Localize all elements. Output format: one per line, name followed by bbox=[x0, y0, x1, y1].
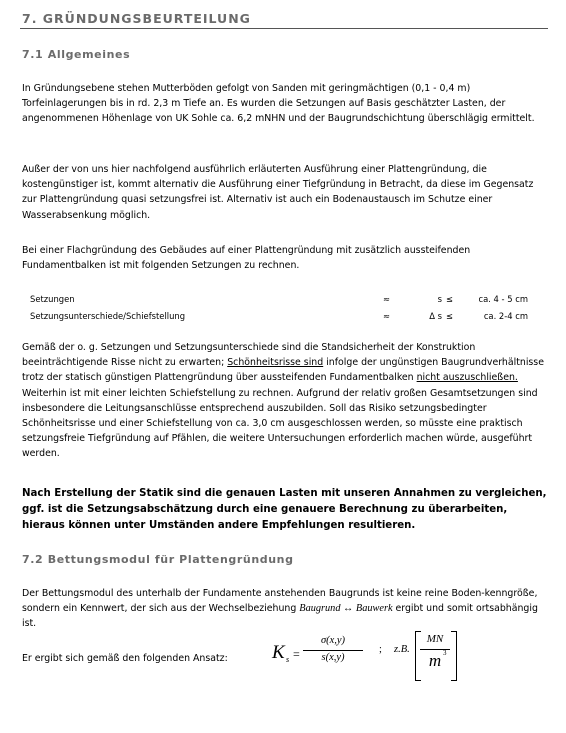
settlement-value: ca. 2-4 cm bbox=[483, 311, 528, 321]
underlined-text: Schönheitsrisse sind bbox=[227, 357, 324, 369]
settlement-row bbox=[30, 311, 530, 325]
settlement-label: Setzungen bbox=[30, 294, 75, 304]
paragraph-statics-note: Nach Erstellung der Statik sind die genauen Lasten mit unseren Annahmen zu vergleichen, ggf. ist die Setzungsabschätzung durch eine genauere Berechnung zu überarbeiten, hieraus können unter Umständen andere Empfehlungen resultieren. bbox=[22, 488, 547, 532]
paragraph-subgrade-modulus bbox=[22, 586, 548, 632]
settlement-symbol: s bbox=[437, 294, 442, 304]
text-run: Der Bettungsmodul des unterhalb der Fundamente anstehenden Baugrunds ist keine reine Boden-kenngröße, sondern ein Kennwert, der sich aus der Wechselbeziehung bbox=[22, 588, 538, 615]
formula-subscript: s bbox=[286, 655, 290, 664]
underlined-text: nicht auszuschließen. bbox=[416, 372, 518, 384]
text-run: Weiterhin ist mit einer leichten Schiefstellung zu rechnen. Aufgrund der relativ großen Gesamtsetzungen sind insbesondere die Leitungsanschlüsse entsprechend auszubilden. Soll das Risiko setzungsbedingter Schönheitsrisse und einer Schiefstellung von ca. 3,0 cm ausgeschlossen werden, so müsste eine praktisch setzungsfreie Tiefgründung auf Pfählen, die weitere Untersuchungen erforderlich machen würde, ausgeführt werden. bbox=[22, 387, 538, 460]
text-run: ergibt und somit ortsabhängig ist. bbox=[22, 603, 538, 630]
text-run: Gemäß der o. g. Setzungen und Setzungsunterschiede sind die Standsicherheit der Konstruktion beeinträchtigende Risse nicht zu erwarten; bbox=[22, 342, 476, 369]
leq-symbol: ≤ bbox=[446, 294, 454, 304]
settlement-symbol: Δ s bbox=[429, 311, 442, 321]
subsection-heading-allgemeines: 7.1 Allgemeines bbox=[22, 48, 131, 61]
formula-row bbox=[22, 633, 542, 679]
paragraph-alternatives: Außer der von uns hier nachfolgend ausführlich erläuterten Ausführung einer Plattengründung, die kostengünstiger ist, kommt alternativ die Ausführung einer Tiefgründung in Betracht, da diese im Gegensatz zur Plattengründung quasi setzungsfrei ist. Alternativ ist auch ein Bodenaustausch im Schutze einer Wasserabsenkung möglich. bbox=[22, 164, 534, 221]
formula-example-label: z.B. bbox=[394, 644, 410, 655]
fraction-bar bbox=[303, 650, 363, 651]
heading-rule bbox=[20, 28, 548, 29]
approx-symbol: ≈ bbox=[383, 311, 391, 321]
unit-numerator: MN bbox=[426, 633, 444, 645]
settlement-value: ca. 4 - 5 cm bbox=[478, 294, 528, 304]
section-heading: 7. GRÜNDUNGSBEURTEILUNG bbox=[22, 11, 251, 26]
formula-separator: ; bbox=[379, 644, 382, 655]
formula-denominator: s(x,y) bbox=[321, 652, 345, 663]
settlement-row bbox=[30, 294, 530, 308]
subsection-heading-bettungsmodul: 7.2 Bettungsmodul für Plattengründung bbox=[22, 553, 294, 566]
paragraph-ground-conditions: In Gründungsebene stehen Mutterböden gefolgt von Sanden mit geringmächtigen (0,1 - 0,4 m) Torfeinlagerungen bis in rd. 2,3 m Tiefe an. Es wurden die Setzungen auf Basis geschätzter Lasten, der angenommenen Höhenlage von UK Sohle ca. 6,2 mNHN und der Baugrundschichtung überschlägig ermittelt. bbox=[22, 83, 535, 125]
formula-equals: = bbox=[293, 647, 300, 661]
leq-symbol: ≤ bbox=[446, 311, 454, 321]
paragraph-cracks bbox=[22, 340, 548, 462]
formula-numerator: σ(x,y) bbox=[320, 635, 346, 646]
unit-exponent: 3 bbox=[443, 649, 447, 657]
paragraph-flat-foundation: Bei einer Flachgründung des Gebäudes auf einer Plattengründung mit zusätzlich aussteifenden Fundamentbalken ist mit folgenden Setzungen zu rechnen. bbox=[22, 245, 471, 272]
text-run: infolge der ungünstigen Baugrundverhältnisse trotz der statisch günstigen Plattengründung über aussteifenden Fundamentbalken bbox=[22, 357, 544, 384]
formula-lead-text: Er ergibt sich gemäß den folgenden Ansatz: bbox=[22, 653, 228, 664]
settlement-label: Setzungsunterschiede/Schiefstellung bbox=[30, 311, 186, 321]
unit-denominator: m bbox=[428, 651, 442, 670]
italic-text: Baugrund ↔ Bauwerk bbox=[299, 603, 393, 615]
approx-symbol: ≈ bbox=[383, 294, 391, 304]
formula-symbol: K bbox=[272, 642, 285, 663]
